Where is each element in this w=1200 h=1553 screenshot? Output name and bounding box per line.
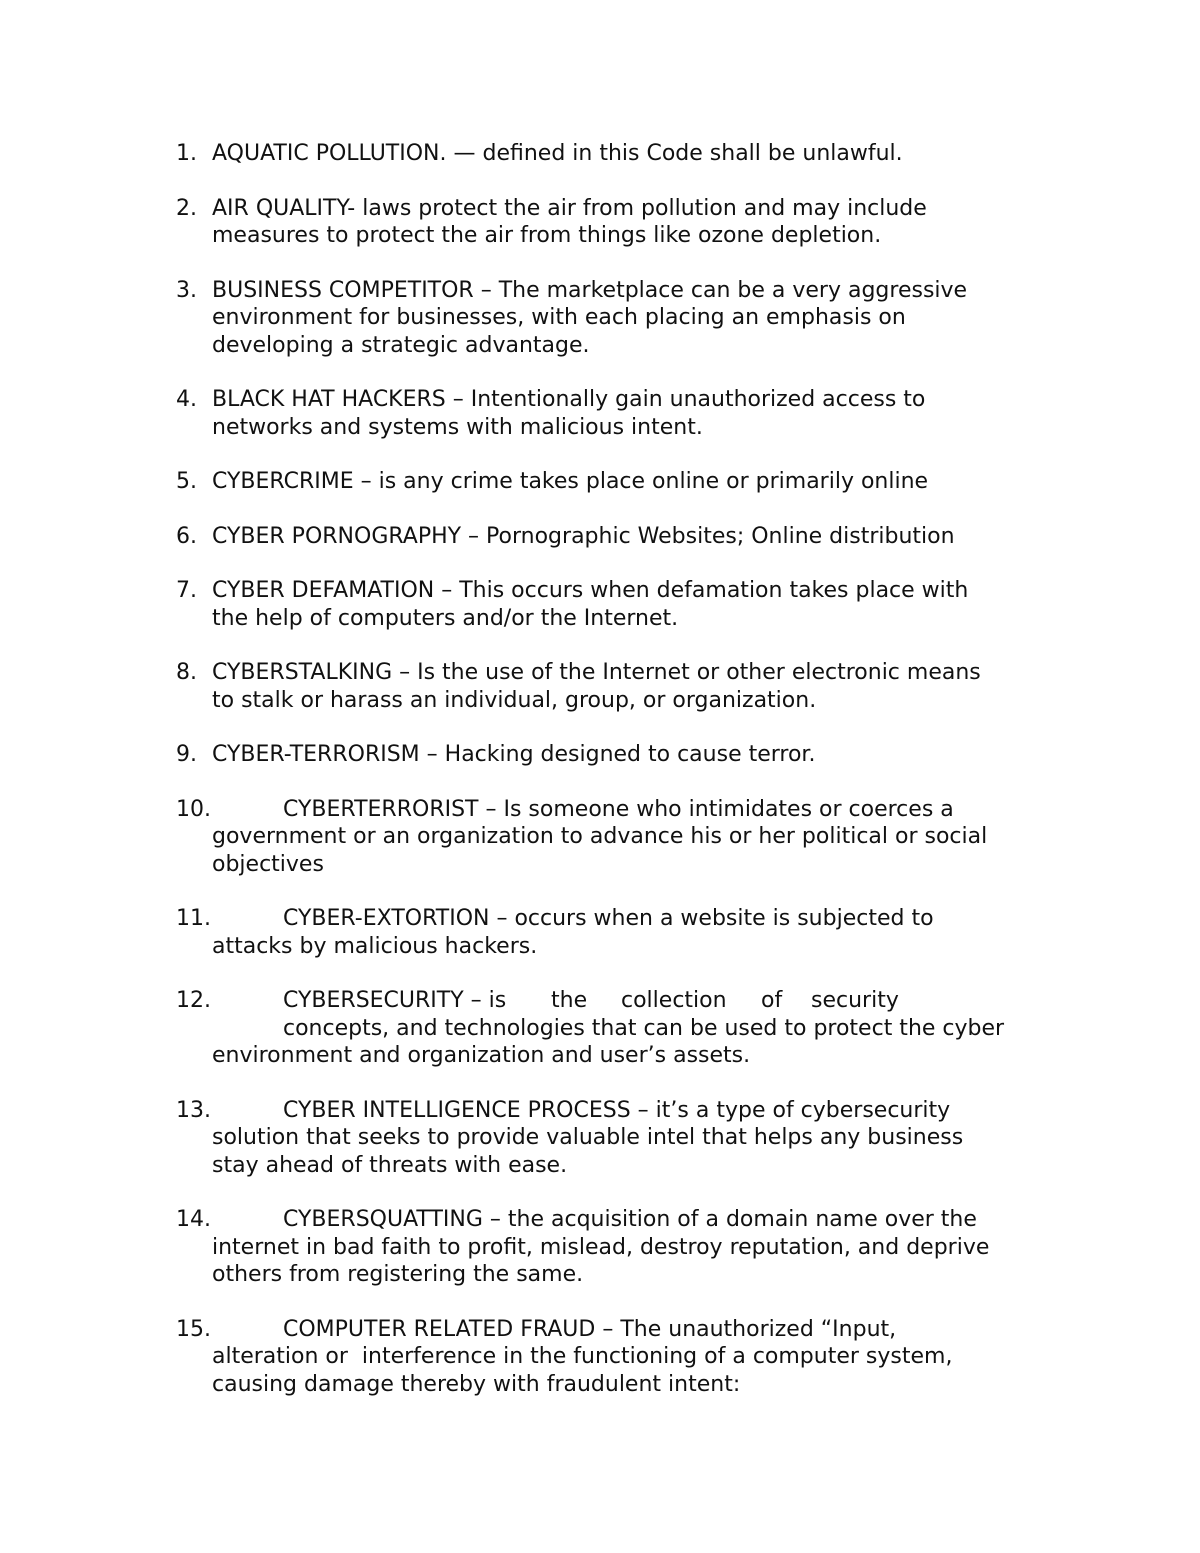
list-item bbox=[176, 140, 1076, 168]
item-number: 13. bbox=[176, 1097, 211, 1123]
item-number: 15. bbox=[176, 1316, 211, 1342]
item-number: 11. bbox=[176, 906, 211, 931]
item-text-line: internet in bad faith to profit, mislead, destroy reputation, and deprive bbox=[212, 1234, 990, 1260]
item-text-line: AQUATIC POLLUTION. — defined in this Code shall be unlawful. bbox=[212, 141, 903, 166]
item-text-word: the bbox=[551, 988, 588, 1013]
item-text-line: to stalk or harass an individual, group, or organization. bbox=[212, 687, 817, 713]
item-text-line: concepts, and technologies that can be used to protect the cyber bbox=[283, 1015, 1005, 1041]
item-text-line: CYBER-TERRORISM – Hacking designed to cause terror. bbox=[212, 742, 816, 767]
item-text-line: COMPUTER RELATED FRAUD – The unauthorized “Input, bbox=[283, 1316, 897, 1342]
item-text-line: alteration or interference in the functioning of a computer system, bbox=[212, 1344, 953, 1369]
item-number: 6. bbox=[176, 523, 197, 549]
item-text-line: developing a strategic advantage. bbox=[212, 332, 590, 358]
item-number: 12. bbox=[176, 988, 211, 1013]
item-number: 3. bbox=[176, 277, 197, 303]
item-number: 10. bbox=[176, 796, 211, 822]
item-text-line bbox=[212, 987, 1076, 1015]
item-text-line: the help of computers and/or the Internet. bbox=[212, 605, 679, 631]
list-item bbox=[176, 577, 1076, 632]
item-number: 2. bbox=[176, 195, 197, 221]
item-text-line: CYBERSQUATTING – the acquisition of a domain name over the bbox=[283, 1207, 977, 1232]
item-text-line: CYBER DEFAMATION – This occurs when defamation takes place with bbox=[212, 578, 969, 603]
item-text-line: CYBER PORNOGRAPHY – Pornographic Websites; Online distribution bbox=[212, 523, 955, 549]
item-number: 8. bbox=[176, 660, 197, 685]
item-text-line: environment and organization and user’s assets. bbox=[212, 1043, 751, 1068]
item-number: 9. bbox=[176, 742, 197, 767]
item-text-word: collection bbox=[621, 988, 727, 1013]
item-text-line: CYBERTERRORIST – Is someone who intimidates or coerces a bbox=[283, 796, 954, 822]
item-text-line: CYBERSTALKING – Is the use of the Internet or other electronic means bbox=[212, 660, 981, 685]
list-item bbox=[176, 796, 1076, 879]
item-text-line: others from registering the same. bbox=[212, 1262, 584, 1287]
item-text-line: objectives bbox=[212, 851, 324, 877]
item-text-line: BLACK HAT HACKERS – Intentionally gain unauthorized access to bbox=[212, 387, 926, 412]
list-item bbox=[176, 987, 1076, 1070]
item-text-line: CYBER INTELLIGENCE PROCESS – it’s a type of cybersecurity bbox=[283, 1097, 951, 1123]
item-text-word: of bbox=[761, 988, 783, 1013]
list-item bbox=[176, 741, 1076, 769]
item-number: 14. bbox=[176, 1207, 211, 1232]
item-text-line: solution that seeks to provide valuable intel that helps any business bbox=[212, 1125, 964, 1150]
item-number: 4. bbox=[176, 387, 197, 412]
item-text-line: networks and systems with malicious intent. bbox=[212, 414, 703, 440]
item-text-line: AIR QUALITY- laws protect the air from pollution and may include bbox=[212, 195, 927, 221]
item-text-line: CYBERCRIME – is any crime takes place online or primarily online bbox=[212, 469, 929, 494]
list-item bbox=[176, 523, 1076, 551]
item-text-line: environment for businesses, with each placing an emphasis on bbox=[212, 305, 906, 330]
list-item bbox=[176, 277, 1076, 360]
list-item bbox=[176, 468, 1076, 496]
item-text-line: causing damage thereby with fraudulent intent: bbox=[212, 1371, 741, 1397]
item-text-word: security bbox=[811, 988, 899, 1013]
item-text-line: measures to protect the air from things like ozone depletion. bbox=[212, 223, 882, 248]
item-number: 5. bbox=[176, 469, 197, 494]
list-item bbox=[176, 659, 1076, 714]
list-item bbox=[176, 1206, 1076, 1289]
definitions-list bbox=[176, 140, 1076, 1425]
list-item bbox=[176, 1097, 1076, 1180]
item-number: 1. bbox=[176, 141, 197, 166]
item-text-line: attacks by malicious hackers. bbox=[212, 933, 538, 959]
item-number: 7. bbox=[176, 578, 197, 603]
list-item bbox=[176, 195, 1076, 250]
item-text-line: BUSINESS COMPETITOR – The marketplace can be a very aggressive bbox=[212, 277, 968, 303]
item-text-line: stay ahead of threats with ease. bbox=[212, 1152, 568, 1178]
list-item bbox=[176, 386, 1076, 441]
list-item bbox=[176, 1316, 1076, 1399]
item-text-word: CYBERSECURITY – is bbox=[283, 988, 507, 1013]
list-item bbox=[176, 905, 1076, 960]
item-text-line: CYBER-EXTORTION – occurs when a website is subjected to bbox=[283, 906, 934, 931]
item-text-line: government or an organization to advance his or her political or social bbox=[212, 824, 988, 849]
